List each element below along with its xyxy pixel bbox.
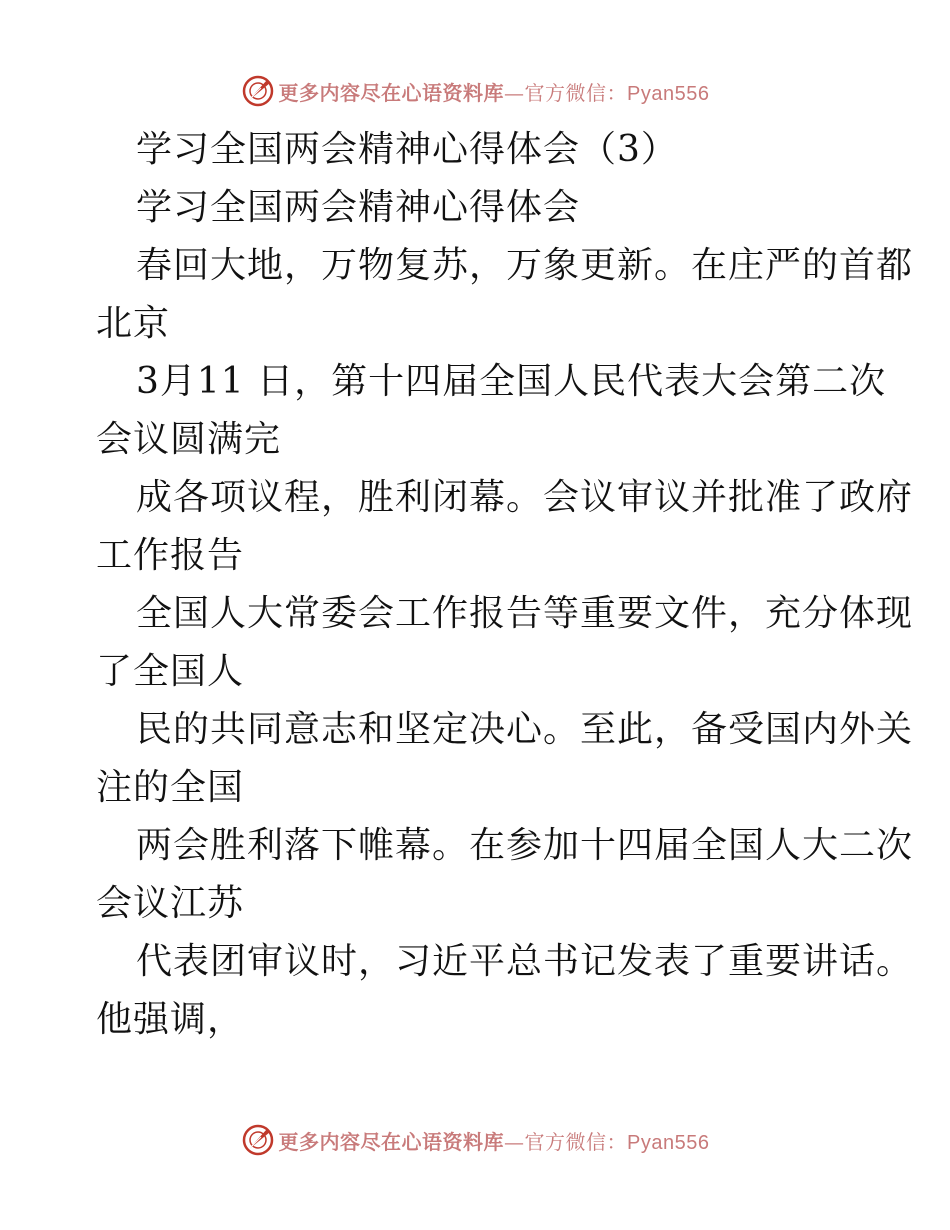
doc-line: 注的全国 (96, 767, 245, 808)
doc-line: 了全国人 (96, 651, 245, 692)
doc-line: 代表团审议时，习近平总书记发表了重要讲话。 (136, 941, 914, 982)
watermark-main: 更多内容尽在心语资料库 (278, 80, 505, 105)
header-watermark (0, 71, 950, 111)
watermark-wechat: 官方微信：Pyan556 (524, 1131, 710, 1154)
footer-watermark (0, 1120, 950, 1160)
document-body (96, 121, 914, 1049)
quill-logo-icon (241, 74, 275, 108)
quill-logo-icon (241, 1123, 275, 1157)
watermark-main: 更多内容尽在心语资料库 (278, 1129, 505, 1154)
watermark-sep: — (504, 1129, 525, 1154)
doc-line: 会议江苏 (96, 883, 245, 924)
doc-line: 春回大地，万物复苏，万象更新。在庄严的首都 (136, 245, 914, 286)
doc-line: 民的共同意志和坚定决心。至此，备受国内外关 (136, 709, 914, 750)
watermark-sep: — (504, 80, 525, 105)
doc-line: 会议圆满完 (96, 419, 282, 460)
doc-line: 成各项议程，胜利闭幕。会议审议并批准了政府 (136, 477, 914, 518)
doc-line: 工作报告 (96, 535, 245, 576)
watermark-wechat: 官方微信：Pyan556 (524, 82, 710, 105)
doc-line: 3月11 日，第十四届全国人民代表大会第二次 (136, 361, 887, 402)
watermark-text (279, 77, 710, 106)
doc-line: 两会胜利落下帷幕。在参加十四届全国人大二次 (136, 825, 914, 866)
doc-line: 学习全国两会精神心得体会（3） (136, 129, 678, 170)
doc-line: 学习全国两会精神心得体会 (136, 187, 581, 228)
doc-line: 北京 (96, 303, 171, 344)
watermark-text (279, 1126, 710, 1155)
doc-line: 全国人大常委会工作报告等重要文件，充分体现 (136, 593, 914, 634)
doc-line: 他强调， (96, 999, 245, 1040)
